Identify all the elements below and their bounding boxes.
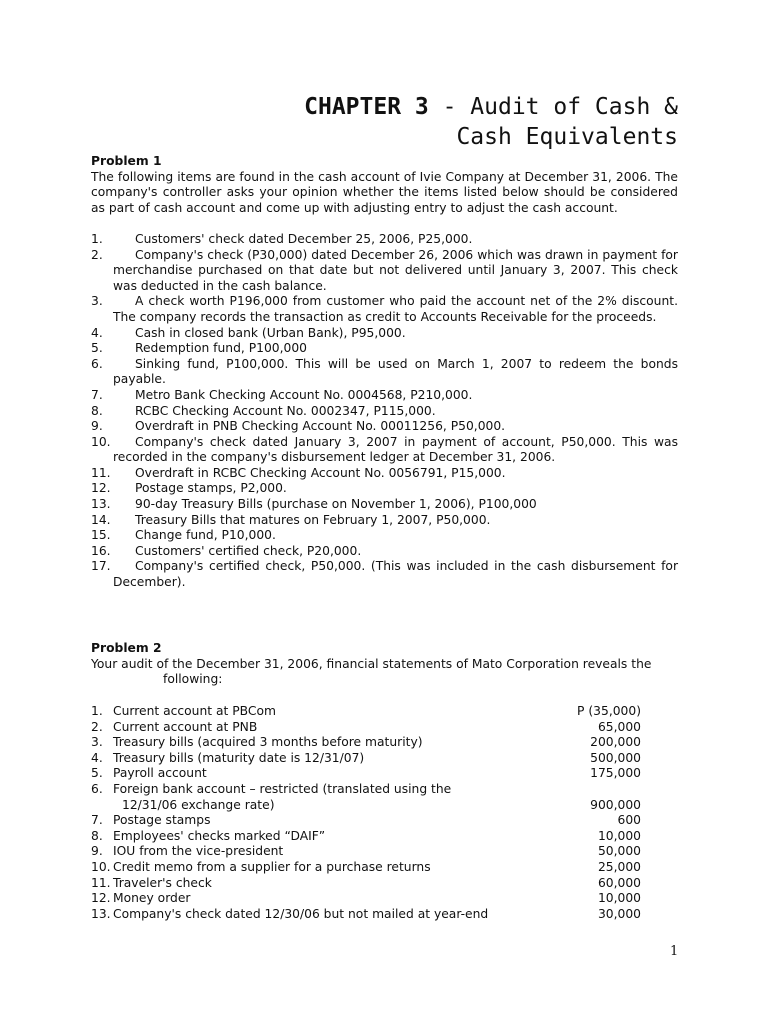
item-amount: 200,000	[590, 735, 641, 750]
item-number: 10.	[91, 859, 111, 874]
item-number: 7.	[91, 387, 103, 402]
problem2-item	[91, 782, 678, 813]
problem2-item	[91, 766, 678, 782]
problem2-item-list	[91, 704, 678, 922]
problem2-item	[91, 844, 678, 860]
item-amount: 500,000	[590, 750, 641, 765]
problem1-intro: The following items are found in the cash account of Ivie Company at December 31, 2006. The company's controller asks your opinion whether the items listed below should be considered as part of cash account and come up with adjusting entry to adjust the cash account.	[91, 169, 678, 215]
problem2-intro-line1: Your audit of the December 31, 2006, financial statements of Mato Corporation reveals the	[91, 656, 652, 671]
problem1-item	[91, 404, 678, 420]
item-amount: 600	[617, 813, 641, 828]
problem1-item	[91, 497, 678, 513]
item-number: 5.	[91, 766, 103, 781]
item-description-cont: 12/31/06 exchange rate)	[122, 797, 275, 812]
problem1-item	[91, 513, 678, 529]
item-text: Change fund, P10,000.	[135, 528, 276, 543]
item-amount: 50,000	[597, 844, 641, 859]
item-number: 11.	[91, 875, 111, 890]
item-description: Payroll account	[113, 766, 207, 781]
page-number: 1	[670, 944, 679, 959]
item-number: 14.	[91, 512, 111, 527]
item-number: 13.	[91, 497, 111, 512]
item-number: 1.	[91, 231, 103, 246]
item-number: 3.	[91, 735, 103, 750]
item-text: Overdraft in PNB Checking Account No. 00011256, P50,000.	[135, 419, 506, 434]
item-number: 9.	[91, 419, 103, 434]
item-number: 16.	[91, 543, 111, 558]
item-description: Traveler's check	[113, 875, 212, 890]
item-number: 11.	[91, 465, 111, 480]
problem1-item	[91, 559, 678, 590]
problem1-item	[91, 326, 678, 342]
item-number: 2.	[91, 719, 103, 734]
chapter-title-line2: Cash Equivalents	[456, 124, 678, 150]
item-amount: 175,000	[590, 766, 641, 781]
problem1-item	[91, 232, 678, 248]
item-number: 2.	[91, 247, 103, 262]
item-description: Postage stamps	[113, 813, 211, 828]
problem2-item	[91, 704, 678, 720]
item-number: 3.	[91, 294, 103, 309]
problem2-section	[91, 641, 678, 688]
item-text: A check worth P196,000 from customer who paid the account net of the 2% discount. The company records the transaction as credit to Accounts Receivable for the proceeds.	[113, 294, 678, 324]
problem2-intro-line2: following:	[163, 672, 223, 687]
problem1-item	[91, 528, 678, 544]
item-description: IOU from the vice-president	[113, 844, 284, 859]
item-number: 6.	[91, 356, 103, 371]
problem1-item	[91, 466, 678, 482]
problem1-item	[91, 544, 678, 560]
item-text: Customers' check dated December 25, 2006, P25,000.	[135, 231, 473, 246]
item-description: Money order	[113, 891, 191, 906]
chapter-title	[91, 92, 678, 152]
problem2-item	[91, 860, 678, 876]
problem1-item	[91, 419, 678, 435]
item-number: 5.	[91, 341, 103, 356]
item-number: 12.	[91, 481, 111, 496]
item-description: Current account at PBCom	[113, 704, 276, 718]
item-number: 13.	[91, 906, 111, 921]
item-text: Company's check dated January 3, 2007 in payment of account, P50,000. This was recorded in the company's disbursement ledger at December 31, 2006.	[113, 434, 678, 465]
problem1-item	[91, 341, 678, 357]
item-amount: P (35,000)	[577, 704, 641, 718]
chapter-label: CHAPTER 3	[304, 94, 429, 120]
problem2-item	[91, 876, 678, 892]
problem1-item	[91, 481, 678, 497]
item-number: 8.	[91, 828, 103, 843]
problem1-item	[91, 388, 678, 404]
problem2-item	[91, 891, 678, 907]
item-text: Postage stamps, P2,000.	[135, 481, 287, 496]
item-description: Foreign bank account – restricted (translated using the	[113, 781, 452, 796]
problem1-item	[91, 435, 678, 466]
problem2-item	[91, 735, 678, 751]
problem2-item	[91, 907, 678, 923]
item-number: 12.	[91, 891, 111, 906]
item-text: Redemption fund, P100,000	[135, 341, 307, 356]
item-description: Treasury bills (maturity date is 12/31/07)	[113, 750, 365, 765]
chapter-title-line1	[91, 92, 678, 122]
item-text: Cash in closed bank (Urban Bank), P95,000.	[135, 325, 406, 340]
problem1-item	[91, 294, 678, 325]
problem2-item	[91, 829, 678, 845]
item-number: 15.	[91, 528, 111, 543]
item-text: Customers' certified check, P20,000.	[135, 543, 362, 558]
item-description: Company's check dated 12/30/06 but not mailed at year-end	[113, 906, 489, 921]
item-amount: 25,000	[597, 859, 641, 874]
item-text: Company's certified check, P50,000. (This was included in the cash disbursement for December).	[113, 559, 678, 590]
item-number: 6.	[91, 781, 103, 796]
item-text: RCBC Checking Account No. 0002347, P115,000.	[135, 403, 436, 418]
problem1-heading: Problem 1	[91, 154, 162, 168]
problem2-item	[91, 720, 678, 736]
problem2-item	[91, 813, 678, 829]
item-number: 4.	[91, 325, 103, 340]
item-description: Treasury bills (acquired 3 months before maturity)	[113, 735, 423, 750]
item-amount: 10,000	[597, 891, 641, 906]
item-number: 9.	[91, 844, 103, 859]
problem1-item	[91, 248, 678, 295]
item-number: 1.	[91, 704, 103, 718]
item-text: Overdraft in RCBC Checking Account No. 0056791, P15,000.	[135, 465, 506, 480]
problem2-item	[91, 751, 678, 767]
item-text: 90-day Treasury Bills (purchase on November 1, 2006), P100,000	[135, 497, 537, 512]
item-number: 4.	[91, 750, 103, 765]
item-amount: 65,000	[597, 719, 641, 734]
problem2-heading: Problem 2	[91, 641, 162, 655]
item-amount: 10,000	[597, 828, 641, 843]
chapter-title-part1: - Audit of Cash &	[428, 94, 678, 120]
item-number: 17.	[91, 559, 111, 574]
item-amount: 30,000	[597, 906, 641, 921]
problem1-section	[91, 154, 678, 591]
problem1-item	[91, 357, 678, 388]
item-text: Treasury Bills that matures on February 1, 2007, P50,000.	[135, 512, 491, 527]
item-description: Employees' checks marked “DAIF”	[113, 828, 326, 843]
item-text: Company's check (P30,000) dated December 26, 2006 which was drawn in payment for merchandise purchased on that date but not delivered until January 3, 2007. This check was deducted in the cash balance.	[113, 247, 678, 293]
item-number: 10.	[91, 434, 111, 449]
item-amount: 60,000	[597, 875, 641, 890]
item-text: Sinking fund, P100,000. This will be used on March 1, 2007 to redeem the bonds payable.	[113, 356, 678, 387]
item-text: Metro Bank Checking Account No. 0004568, P210,000.	[135, 387, 473, 402]
item-description: Current account at PNB	[113, 719, 258, 734]
item-number: 8.	[91, 403, 103, 418]
item-description: Credit memo from a supplier for a purchase returns	[113, 859, 431, 874]
problem1-item-list	[91, 232, 678, 591]
item-number: 7.	[91, 813, 103, 828]
item-amount: 900,000	[590, 797, 641, 812]
